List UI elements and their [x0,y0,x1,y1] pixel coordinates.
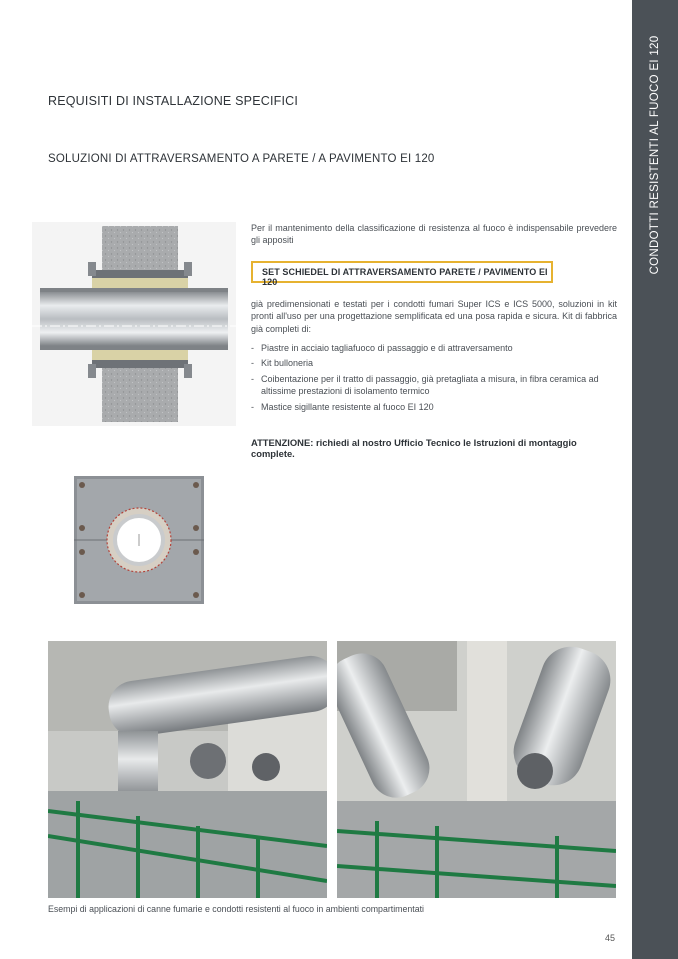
pipe-crossing-diagram [32,222,236,426]
list-item: - Coibentazione per il tratto di passaggio, già pretagliata a misura, in fibra ceramica ad altissime prestazioni di isolamento termico [251,373,621,398]
attention-note [251,437,621,459]
attention-label: ATTENZIONE: [251,437,314,448]
list-item: - Piastre in acciaio tagliafuoco di passaggio e di attraversamento [251,342,621,354]
plate-front-diagram [74,476,204,604]
installation-photo-2 [337,641,616,898]
attention-text: richiedi al nostro Ufficio Tecnico le Istruzioni di montaggio complete. [251,437,577,459]
subsection-title: SOLUZIONI DI ATTRAVERSAMENTO A PARETE / A PAVIMENTO EI 120 [48,153,435,165]
list-item: - Mastice sigillante resistente al fuoco EI 120 [251,401,621,413]
side-tab-label: CONDOTTI RESISTENTI AL FUOCO EI 120 [649,35,661,275]
section-title: REQUISITI DI INSTALLAZIONE SPECIFICI [48,94,299,108]
list-item: - Kit bulloneria [251,357,621,369]
installation-photo-1 [48,641,327,898]
photo-caption: Esempi di applicazioni di canne fumarie e condotti resistenti al fuoco in ambienti compartimentati [48,904,425,914]
intro-text: Per il mantenimento della classificazione di resistenza al fuoco è indispensabile prevedere gli appositi [251,223,617,246]
kit-callout: SET SCHIEDEL DI ATTRAVERSAMENTO PARETE / PAVIMENTO EI 120 [251,261,553,283]
kit-description: già predimensionati e testati per i condotti fumari Super ICS e ICS 5000, soluzioni in kit pronti all'uso per una progettazione semplificata ed una posa rapida e sicura. Kit di fabbrica già completi di: [251,299,617,334]
kit-items-list [251,342,621,416]
page-number: 45 [605,933,616,943]
